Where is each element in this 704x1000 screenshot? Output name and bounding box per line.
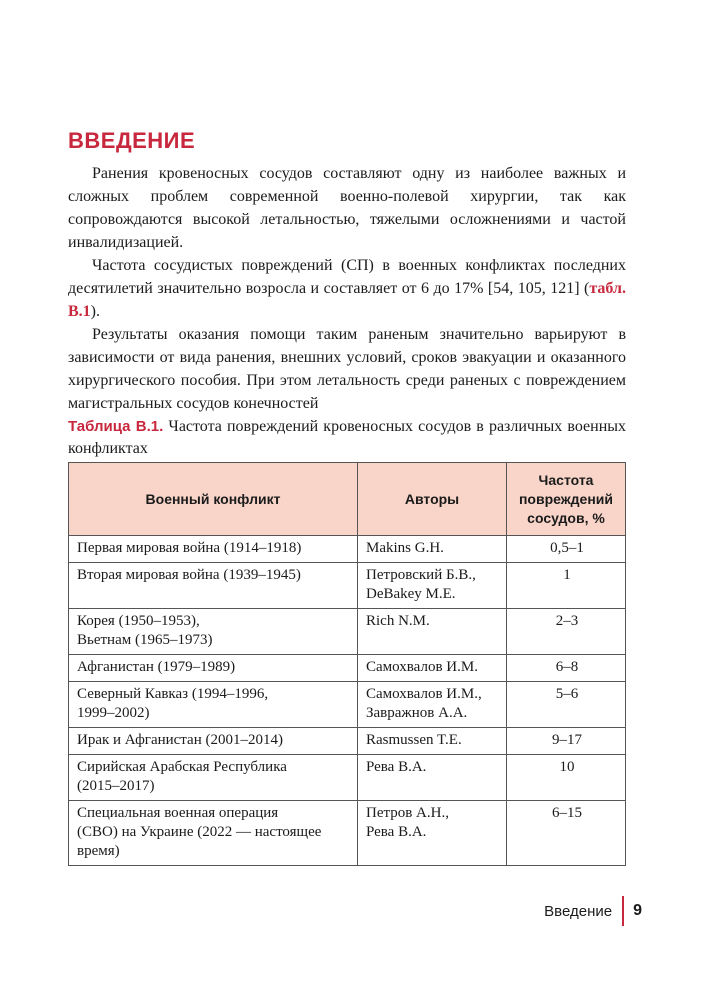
page-number: 9 [633,902,642,919]
cell-authors-line: Rasmussen T.E. [366,732,462,748]
table-caption-label: Таблица В.1. [68,418,164,435]
footer-section-name: Введение [544,902,613,920]
cell-authors-line: Рева В.А. [366,759,427,775]
cell-authors-line: Рева В.А. [366,824,427,840]
cell-frequency: 10 [507,755,626,801]
cell-conflict-line: Сирийская Арабская Республика [77,759,287,775]
cell-authors [358,655,507,682]
cell-conflict-line: (2015–2017) [77,778,155,794]
cell-authors-line: Самохвалов И.М., [366,686,482,702]
cell-authors-line: Петровский Б.В., [366,567,476,583]
paragraph-2 [68,254,626,323]
cell-conflict-line: Вьетнам (1965–1973) [77,632,213,648]
cell-authors [358,563,507,609]
cell-frequency: 9–17 [507,728,626,755]
table-body [69,536,626,866]
cell-conflict-line: Афганистан (1979–1989) [77,659,236,675]
cell-conflict [69,801,358,866]
table-row [69,801,626,866]
cell-authors-line: DeBakey M.E. [366,586,456,602]
table-header-row [69,463,626,536]
table-caption-text: Частота повреждений кровеносных сосудов в различных военных конфликтах [68,418,627,457]
cell-frequency: 5–6 [507,682,626,728]
paragraph-2-end: ). [90,303,100,320]
cell-conflict [69,755,358,801]
header-authors: Авторы [358,463,507,536]
header-conflict: Военный конфликт [69,463,358,536]
cell-conflict-line: Вторая мировая война (1939–1945) [77,567,301,583]
cell-authors [358,728,507,755]
table-row [69,728,626,755]
cell-conflict-line: Северный Кавказ (1994–1996, [77,686,269,702]
cell-conflict-line: Первая мировая война (1914–1918) [77,540,302,556]
conflict-table [68,462,626,866]
body-text [68,162,626,415]
cell-conflict-line: время) [77,843,120,859]
cell-authors [358,609,507,655]
paragraph-1: Ранения кровеносных сосудов составляют одну из наиболее важных и сложных проблем современной военно-полевой хирургии, так как сопровождаются высокой летальностью, тяжелыми осложнениями и частой инвалидизацией. [68,165,626,251]
page-footer [544,896,642,926]
cell-frequency: 0,5–1 [507,536,626,563]
cell-conflict [69,563,358,609]
table-row [69,563,626,609]
paragraph-2-text: Частота сосудистых повреждений (СП) в военных конфликтах последних десятилетий значительно возросла и составляет от 6 до 17% [54, 105, 121] ( [68,257,626,297]
cell-authors-line: Завражнов А.А. [366,705,468,721]
paragraph-3: Результаты оказания помощи таким раненым значительно варьируют в зависимости от вида ранения, внешних условий, сроков эвакуации и оказанного хирургического пособия. При этом летальность среди раненых с повреждением магистральных сосудов конечностей [68,326,626,412]
section-title: ВВЕДЕНИЕ [68,128,196,153]
cell-conflict [69,728,358,755]
cell-conflict [69,655,358,682]
cell-authors [358,682,507,728]
table-reference-link[interactable]: табл. В.1 [68,280,626,320]
table-row [69,536,626,563]
cell-frequency: 6–8 [507,655,626,682]
table-row [69,755,626,801]
table-row [69,682,626,728]
cell-authors-line: Самохвалов И.М. [366,659,478,675]
cell-authors-line: Rich N.M. [366,613,430,629]
cell-authors-line: Makins G.H. [366,540,444,556]
footer-divider [622,896,624,926]
cell-authors-line: Петров А.Н., [366,805,449,821]
cell-conflict [69,536,358,563]
table-caption [68,416,626,460]
table-row [69,609,626,655]
cell-conflict-line: Корея (1950–1953), [77,613,200,629]
cell-conflict-line: Специальная военная операция [77,805,279,821]
cell-authors [358,801,507,866]
cell-conflict-line: (СВО) на Украине (2022 — настоящее [77,824,322,840]
cell-frequency: 6–15 [507,801,626,866]
cell-conflict-line: 1999–2002) [77,705,150,721]
cell-conflict [69,682,358,728]
cell-authors [358,755,507,801]
cell-frequency: 2–3 [507,609,626,655]
cell-conflict [69,609,358,655]
cell-conflict-line: Ирак и Афганистан (2001–2014) [77,732,283,748]
cell-frequency: 1 [507,563,626,609]
cell-authors [358,536,507,563]
header-frequency: Частота повреждений сосудов, % [507,463,626,536]
table-row [69,655,626,682]
